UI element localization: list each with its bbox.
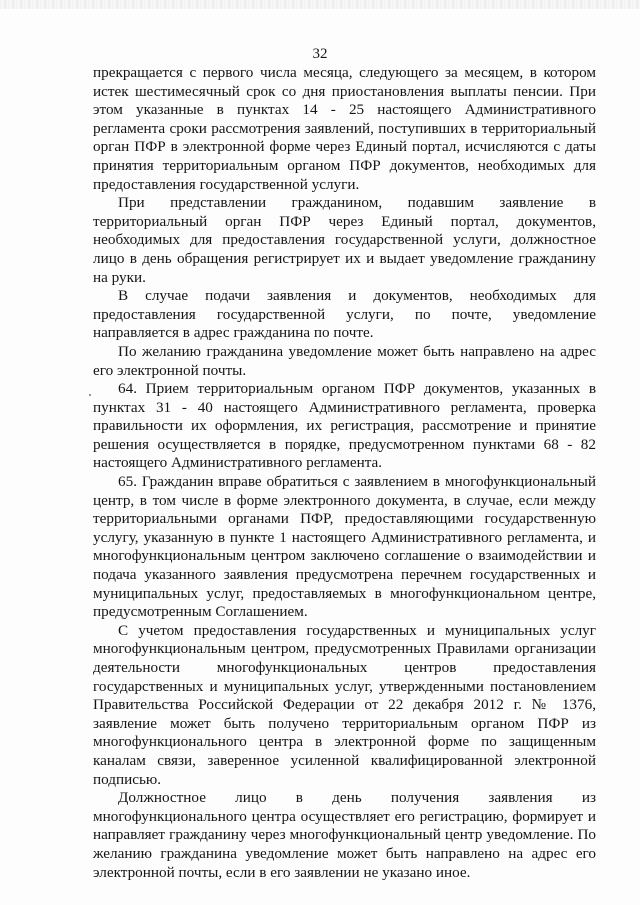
- paragraph-email-notification: По желанию гражданина уведомление может быть направлено на адрес его электронной почты.: [93, 342, 596, 379]
- paragraph-item-64: 64. Прием территориальным органом ПФР документов, указанных в пунктах 31 - 40 настоящего Административного регламента, проверка правильности их оформления, их регистрация, рассмотрение и принятие решения осуществляется в порядке, предусмотренном пунктами 68 - 82 настоящего Административного регламента.: [93, 380, 596, 472]
- page-number: 32: [312, 46, 328, 62]
- paragraph-postal-submission: В случае подачи заявления и документов, необходимых для предоставления государственной услуги, по почте, уведомление направляется в адрес гражданина по почте.: [93, 287, 596, 342]
- paragraph-portal-documents: При представлении гражданином, подавшим заявление в территориальный орган ПФР через Единый портал, документов, необходимых для предоставления государственной услуги, должностное лицо в день обращения регистрирует их и выдает уведомление гражданину на руки.: [93, 194, 596, 286]
- paragraph-official-registration: Должностное лицо в день получения заявления из многофункционального центра осуществляет его регистрацию, формирует и направляет гражданину через многофункциональный центр уведомление. По желанию гражданина уведомление может быть направлено на адрес его электронной почты, если в его заявлении не указано иное.: [93, 789, 596, 881]
- scan-margin-mark: [89, 394, 91, 396]
- paragraph-item-65: 65. Гражданин вправе обратиться с заявлением в многофункциональный центр, в том числе в форме электронного документа, в случае, если между территориальными органами ПФР, предоставляющими государственную услугу, указанную в пункте 1 настоящего Административного регламента, и многофункциональным центром заключено соглашение о взаимодействии и подача указанного заявления предусмотрена перечнем государственных и муниципальных услуг, предоставляемых в многофункциональном центре, предусмотренным Соглашением.: [93, 473, 596, 621]
- scan-top-edge: [0, 0, 640, 9]
- paragraph-continuation: прекращается с первого числа месяца, следующего за месяцем, в котором истек шестимесячный срок со дня приостановления выплаты пенсии. При этом указанные в пунктах 14 - 25 настоящего Административного регламента сроки рассмотрения заявлений, поступивших в территориальный орган ПФР в электронной форме через Единый портал, исчисляются с даты принятия территориальным органом ПФР документов, необходимых для предоставления государственной услуги.: [93, 64, 596, 193]
- paragraph-mfc-rules: С учетом предоставления государственных и муниципальных услуг многофункциональным центром, предусмотренных Правилами организации деятельности многофункциональных центров предоставления государственных и муниципальных услуг, утвержденными постановлением Правительства Российской Федерации от 22 декабря 2012 г. № 1376, заявление может быть получено территориальным органом ПФР из многофункционального центра в электронной форме по защищенным каналам связи, заверенное усиленной квалифицированной электронной подписью.: [93, 621, 596, 788]
- document-body: [93, 64, 596, 882]
